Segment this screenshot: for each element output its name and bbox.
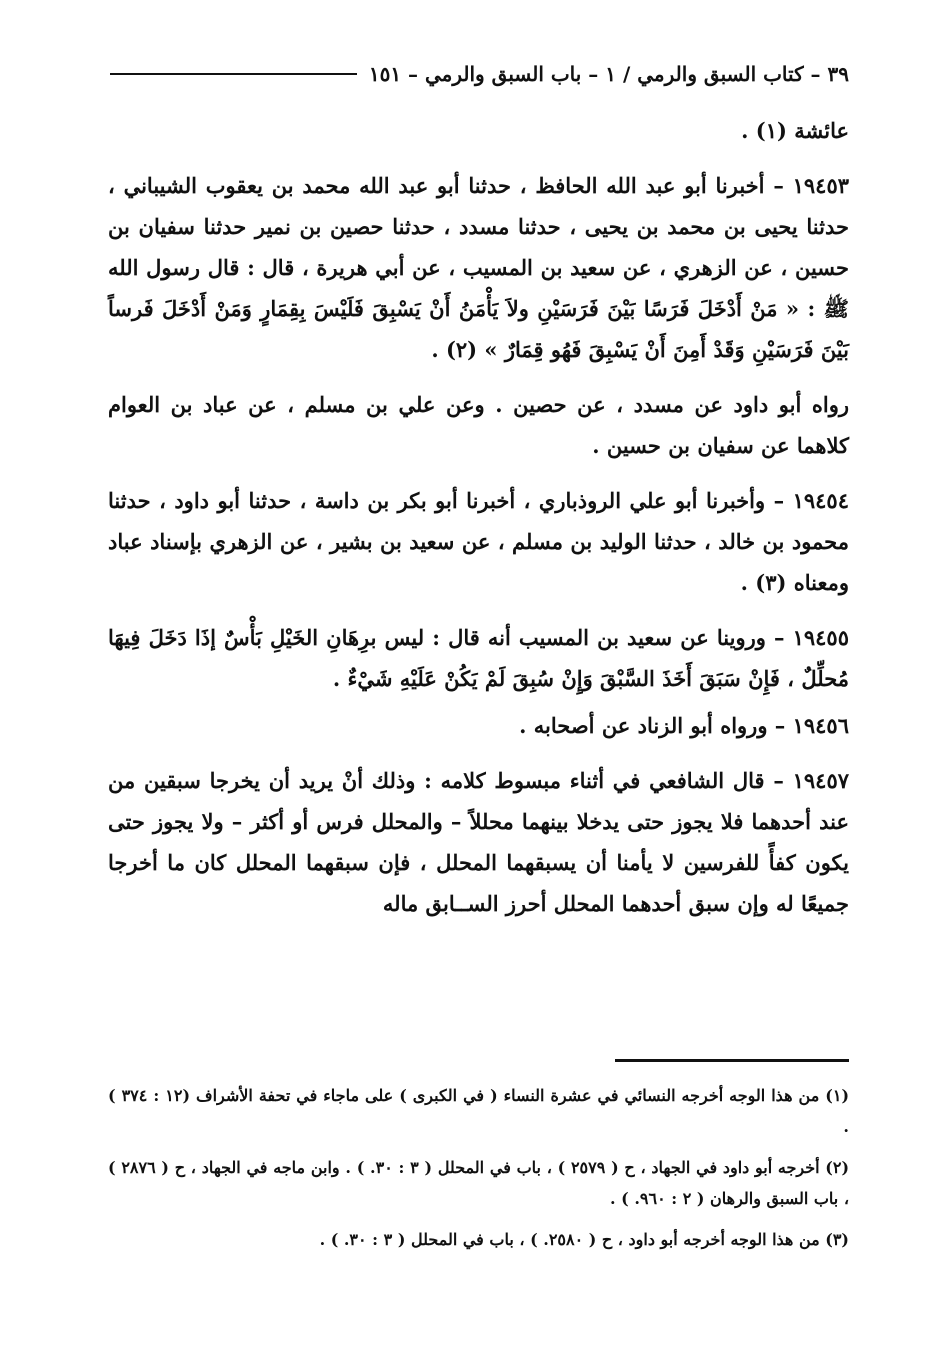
header-title: ٣٩ – كتاب السبق والرمي / ١ – باب السبق والرمي – ١٥١ — [368, 62, 849, 86]
hadith-19456 — [108, 705, 849, 746]
paragraph-text: وأخبرنا أبو علي الروذباري ، أخبرنا أبو بكر بن داسة ، حدثنا أبو داود ، حدثنا محمود بن خالد ، حدثنا الوليد بن مسلم ، عن سعيد بن بشير ، عن الزهري بإسناد عباد ومعناه (٣) . — [108, 488, 849, 595]
main-text — [108, 110, 849, 924]
paragraph-text: عائشة (١) . — [741, 118, 849, 143]
hadith-19457 — [108, 760, 849, 924]
hadith-19454 — [108, 480, 849, 603]
paragraph-text: قال الشافعي في أثناء مبسوط كلامه : وذلك أنْ يريد أن يخرجا سبقين من عند أحدهما فلا يجوز حتى يدخلا بينهما محللاً – والمحلل فرس أو أكثر – ولا يجوز حتى يكون كفأً للفرسين لا يأمنا أن يسبقهما المحلل ، فإن سبقهما المحلل كان ما أخرجا جميعًا له وإن سبق أحدهما المحلل أحرز الســابق ماله — [108, 768, 849, 916]
footnote-separator — [615, 1059, 849, 1062]
header-rule — [110, 73, 357, 75]
paragraph — [108, 110, 849, 151]
hadith-number: ١٩٤٥٣ – — [773, 173, 850, 198]
footnote-2: (٢) أخرجه أبو داود في الجهاد ، ح ( ٢٥٧٩ ) ، باب في المحلل ( ٣ : ٣٠. ) . وابن ماجه في الجهاد ، ح ( ٢٨٧٦ ) ، باب السبق والرهان ( ٢ : ٩٦٠. ) . — [108, 1158, 850, 1208]
footnote-3: (٣) من هذا الوجه أخرجه أبو داود ، ح ( ٢٥٨٠. ) ، باب في المحلل ( ٣ : ٣٠. ) . — [319, 1230, 849, 1249]
hadith-number: ١٩٤٥٤ – — [773, 488, 849, 513]
paragraph-text: أخبرنا أبو عبد الله الحافظ ، حدثنا أبو عبد الله محمد بن يعقوب الشيباني ، حدثنا يحيى بن محمد بن يحيى ، حدثنا مسدد ، حدثنا حصين بن نمير حدثنا سفيان بن حسين ، عن الزهري ، عن سعيد بن المسيب ، عن أبي هريرة ، قال : قال رسول الله ﷺ : « مَنْ أَدْخَلَ فَرَسًا بَيْنَ فَرَسَيْنِ ولاَ يَأْمَنُ أَنْ يَسْبِقَ فَلَيْسَ بِقِمَارٍ وَمَنْ أَدْخَلَ فَرساً بَيْنَ فَرَسَيْنِ وَقَدْ أَمِنَ أَنْ يَسْبِقَ فَهُو قِمَارٌ » (٢) . — [108, 173, 849, 362]
footnote-1: (١) من هذا الوجه أخرجه النسائي في عشرة النساء ( في الكبرى ) على ماجاء في تحفة الأشراف (١٢ : ٣٧٤ ) . — [108, 1086, 850, 1136]
hadith-number: ١٩٤٥٧ – — [773, 768, 850, 793]
paragraph — [108, 384, 849, 466]
hadith-19453 — [108, 165, 849, 370]
running-header — [110, 56, 849, 92]
hadith-19455 — [108, 617, 849, 699]
hadith-number: ١٩٤٥٥ – — [773, 625, 849, 650]
paragraph-text: رواه أبو داود عن مسدد ، عن حصين . وعن علي بن مسلم ، عن عباد بن العوام كلاهما عن سفيان بن حسين . — [108, 392, 850, 458]
hadith-number: ١٩٤٥٦ – — [774, 713, 849, 738]
footnotes — [108, 1080, 849, 1265]
paragraph-text: ورواه أبو الزناد عن أصحابه . — [519, 713, 768, 738]
paragraph-text: وروينا عن سعيد بن المسيب أنه قال : ليس برِهَانِ الخَيْلِ بَأْسٌ إذَا دَخَلَ فِيهَا مُحلِّلٌ ، فَإِنْ سَبَقَ أَخَذَ السَّبْقَ وَإِنْ سُبِقَ لَمْ يَكُنْ عَلَيْهِ شَيْءٌ . — [108, 625, 849, 691]
